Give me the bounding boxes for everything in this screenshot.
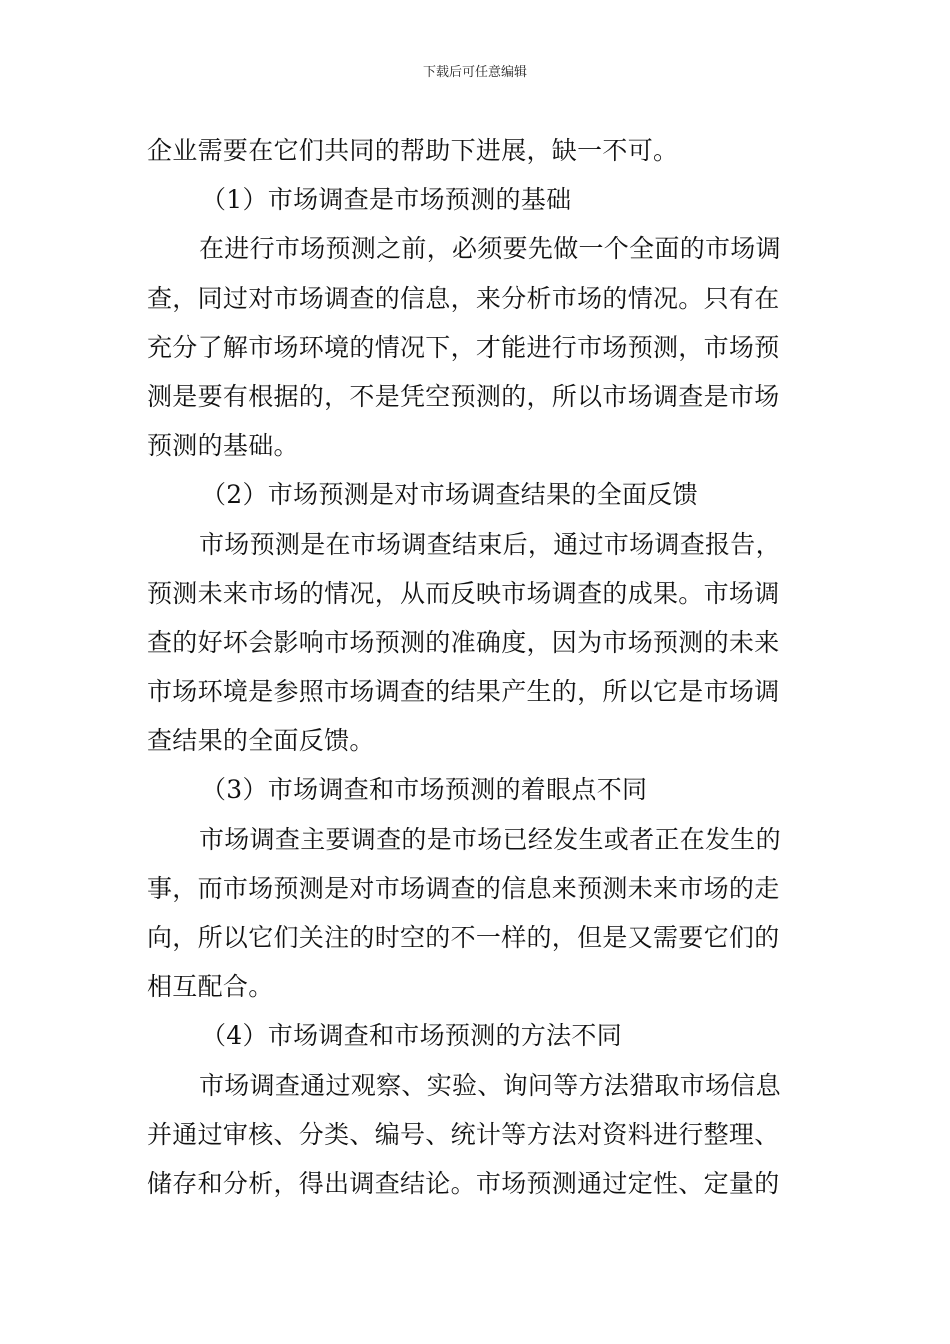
document-body: [147, 126, 807, 1208]
text-line: 向，所以它们关注的时空的不一样的，但是又需要它们的: [147, 923, 780, 952]
section-heading-4: （4）市场调查和市场预测的方法不同: [201, 1021, 623, 1051]
section-heading-1: （1）市场调查是市场预测的基础: [201, 185, 572, 215]
paragraph-4-first-line: 市场调查通过观察、实验、询问等方法猎取市场信息: [199, 1070, 781, 1100]
text-line: 查的好坏会影响市场预测的准确度，因为市场预测的未来: [147, 627, 780, 657]
text-line: 并通过审核、分类、编号、统计等方法对资料进行整理、: [147, 1119, 780, 1149]
text-line: 相互配合。: [147, 972, 274, 1002]
text-line: 查，同过对市场调查的信息，来分析市场的情况。只有在: [147, 283, 780, 313]
paragraph-1-first-line: 在进行市场预测之前，必须要先做一个全面的市场调: [199, 234, 781, 264]
text-line: 测是要有根据的，不是凭空预测的，所以市场调查是市场: [147, 381, 780, 411]
text-line: 充分了解市场环境的情况下，才能进行市场预测，市场预: [147, 332, 780, 362]
section-heading-3: （3）市场调查和市场预测的着眼点不同: [201, 775, 648, 805]
paragraph-3-first-line: 市场调查主要调查的是市场已经发生或者正在发生的: [199, 824, 781, 854]
page-header: 下载后可任意编辑: [422, 65, 527, 80]
text-line: 市场环境是参照市场调查的结果产生的，所以它是市场调: [147, 677, 780, 707]
text-line: 查结果的全面反馈。: [147, 726, 375, 756]
text-line: 预测的基础。: [147, 431, 299, 461]
text-line: 储存和分析，得出调查结论。市场预测通过定性、定量的: [147, 1168, 780, 1198]
text-line: 预测未来市场的情况，从而反映市场调查的成果。市场调: [147, 578, 780, 608]
text-line: 事，而市场预测是对市场调查的信息来预测未来市场的走: [147, 873, 780, 903]
paragraph-2-first-line: 市场预测是在市场调查结束后，通过市场调查报告，: [199, 529, 781, 559]
text-line: 企业需要在它们共同的帮助下进展，缺一不可。: [147, 136, 679, 165]
section-heading-2: （2）市场预测是对市场调查结果的全面反馈: [201, 480, 698, 510]
